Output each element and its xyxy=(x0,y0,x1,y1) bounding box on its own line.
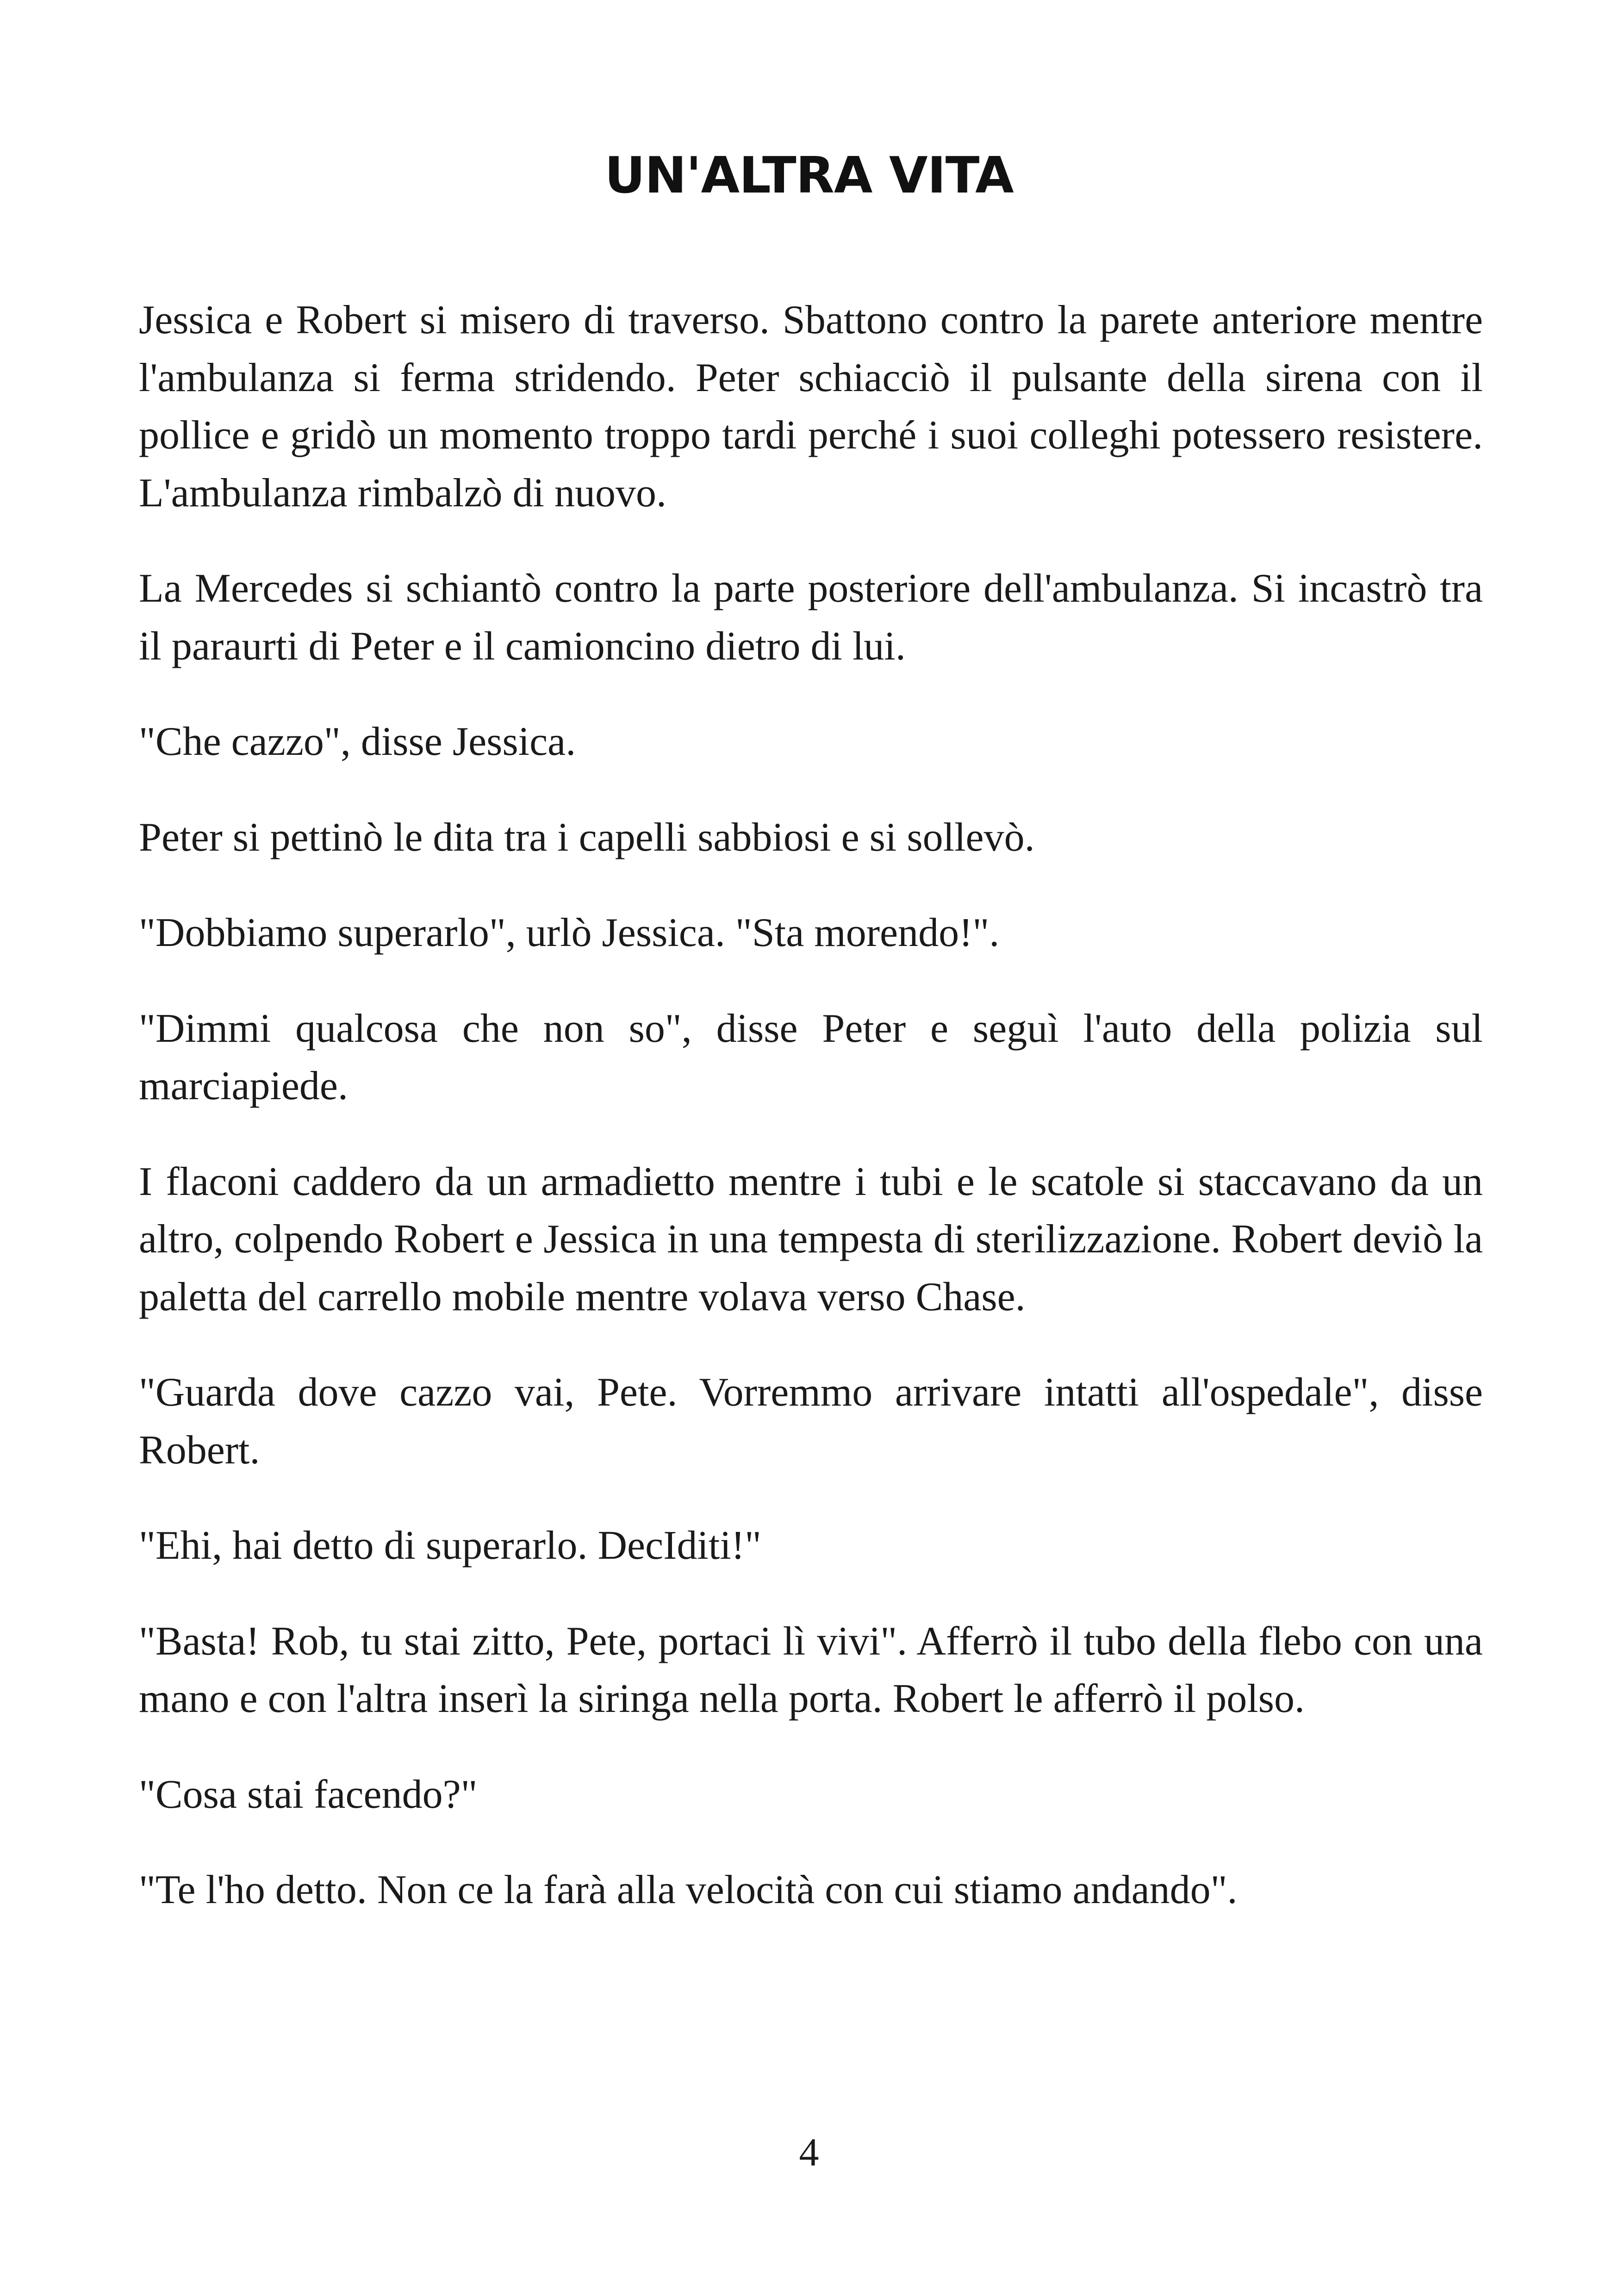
page-number: 4 xyxy=(799,2130,819,2174)
paragraph-3: "Che cazzo", disse Jessica. xyxy=(139,719,576,764)
page-title: UN'ALTRA VITA xyxy=(604,147,1014,205)
paragraph-8: "Guarda dove cazzo vai, Pete. Vorremmo arrivare intatti all'ospedale", disse Robert. xyxy=(139,1370,1483,1473)
paragraph-7: I flaconi caddero da un armadietto mentre i tubi e le scatole si staccavano da un altro, colpendo Robert e Jessica in una tempesta di sterilizzazione. Robert deviò la paletta del carrello mobile mentre volava verso Chase. xyxy=(139,1159,1483,1319)
paragraph-10: "Basta! Rob, tu stai zitto, Pete, portaci lì vivi". Afferrò il tubo della flebo con una mano e con l'altra inserì la siringa nella porta. Robert le afferrò il polso. xyxy=(139,1618,1483,1721)
paragraph-2: La Mercedes si schiantò contro la parte posteriore dell'ambulanza. Si incastrò tra il paraurti di Peter e il camioncino dietro di lui. xyxy=(139,566,1483,669)
paragraph-1: Jessica e Robert si misero di traverso. Sbattono contro la parete anteriore mentre l'ambulanza si ferma stridendo. Peter schiacciò il pulsante della sirena con il pollice e gridò un momento troppo tardi perché i suoi colleghi potessero resistere. L'ambulanza rimbalzò di nuovo. xyxy=(139,298,1483,516)
paragraph-9: "Ehi, hai detto di superarlo. DecIditi!" xyxy=(139,1523,762,1568)
body-text xyxy=(139,292,1483,1957)
paragraph-5: "Dobbiamo superarlo", urlò Jessica. "Sta morendo!". xyxy=(139,910,1000,955)
paragraph-12: "Te l'ho detto. Non ce la farà alla velocità con cui stiamo andando". xyxy=(139,1867,1238,1912)
paragraph-4: Peter si pettinò le dita tra i capelli sabbiosi e si sollevò. xyxy=(139,815,1035,860)
paragraph-6: "Dimmi qualcosa che non so", disse Peter e seguì l'auto della polizia sul marciapiede. xyxy=(139,1006,1483,1108)
paragraph-11: "Cosa stai facendo?" xyxy=(139,1772,478,1817)
